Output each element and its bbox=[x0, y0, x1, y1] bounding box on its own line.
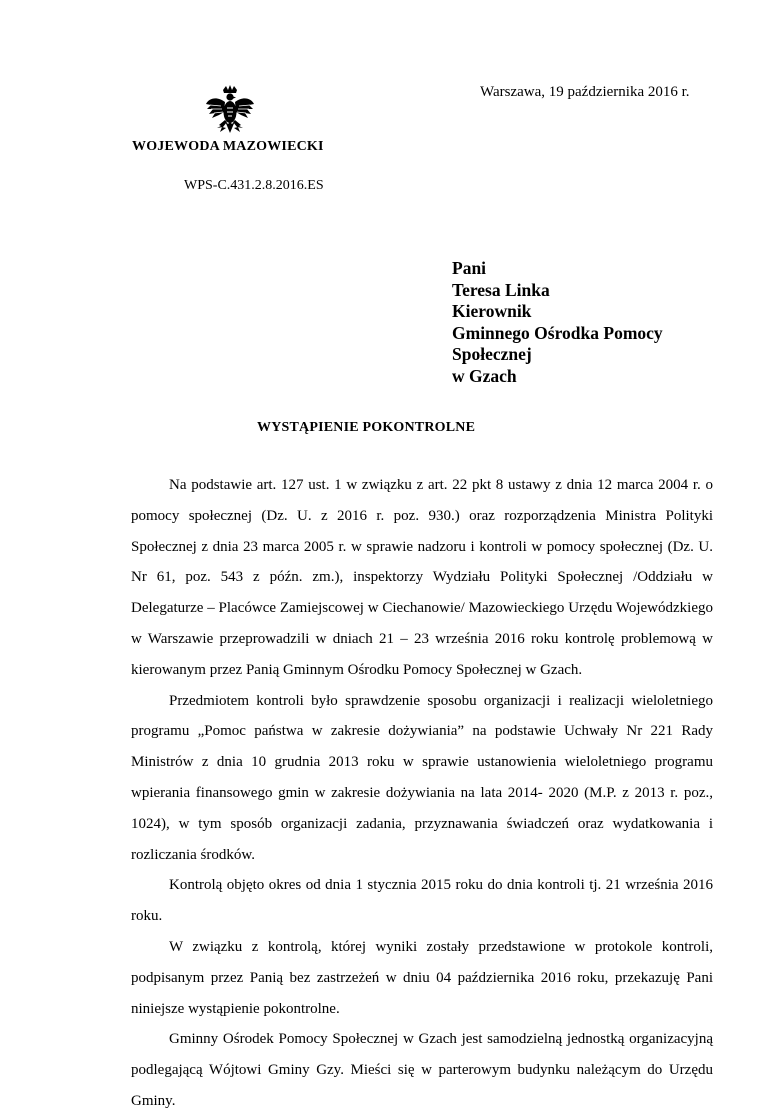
addressee-location: w Gzach bbox=[452, 365, 517, 386]
polish-eagle-emblem-icon bbox=[205, 84, 255, 140]
addressee-block bbox=[452, 258, 663, 387]
addressee-position: Kierownik bbox=[452, 301, 532, 321]
document-heading: WYSTĄPIENIE POKONTROLNE bbox=[257, 420, 476, 435]
body-paragraph: Przedmiotem kontroli było sprawdzenie sposobu organizacji i realizacji wieloletniego programu „Pomoc państwa w zakresie dożywiania” na podstawie Uchwały Nr 221 Rady Ministrów z dnia 10 grudnia 2013 roku w sprawie ustanowienia wieloletniego programu wpierania finansowego gmin w zakresie dożywiania na lata 2014- 2020 (M.P. z 2013 r. poz., 1024), w tym sposób organizacji zadania, przyznawania świadczeń oraz wydatkowania i rozliczania środków. bbox=[131, 692, 713, 863]
body-paragraph: Gminny Ośrodek Pomocy Społecznej w Gzach jest samodzielną jednostką organizacyjną podlegającą Wójtowi Gminy Gzy. Mieści się w parterowym budynku należącym do Urzędu Gminy. bbox=[131, 1031, 713, 1109]
body-paragraph: Na podstawie art. 127 ust. 1 w związku z art. 22 pkt 8 ustawy z dnia 12 marca 2004 r. o pomocy społecznej (Dz. U. z 2016 r. poz. 930.) oraz rozporządzenia Ministra Polityki Społecznej z dnia 23 marca 2005 r. w sprawie nadzoru i kontroli w pomocy społecznej (Dz. U. Nr 61, poz. 543 z późn. zm.), inspektorzy Wydziału Polityki Społecznej /Oddziału w Delegaturze – Placówce Zamiejscowej w Ciechanowie/ Mazowieckiego Urzędu Wojewódzkiego w Warszawie przeprowadzili w dniach 21 – 23 września 2016 roku kontrolę problemową w kierowanym przez Panią Gminnym Ośrodku Pomocy Społecznej w Gzach. bbox=[131, 477, 713, 678]
addressee-salutation: Pani bbox=[452, 258, 487, 278]
issuing-authority: WOJEWODA MAZOWIECKI bbox=[132, 139, 324, 154]
addressee-institution-line2: Społecznej bbox=[452, 344, 532, 364]
reference-number: WPS-C.431.2.8.2016.ES bbox=[184, 178, 324, 193]
body-paragraph: Kontrolą objęto okres od dnia 1 stycznia 2015 roku do dnia kontroli tj. 21 września 2016 roku. bbox=[131, 877, 713, 925]
body-paragraph: W związku z kontrolą, której wyniki zostały przedstawione w protokole kontroli, podpisanym przez Panią bez zastrzeżeń w dniu 04 października 2016 roku, przekazuję Pani niniejsze wystąpienie pokontrolne. bbox=[131, 938, 713, 1017]
document-body bbox=[131, 470, 713, 1117]
addressee-institution-line1: Gminnego Ośrodka Pomocy bbox=[452, 322, 663, 343]
document-date: Warszawa, 19 października 2016 r. bbox=[480, 84, 690, 100]
addressee-name: Teresa Linka bbox=[452, 279, 550, 300]
